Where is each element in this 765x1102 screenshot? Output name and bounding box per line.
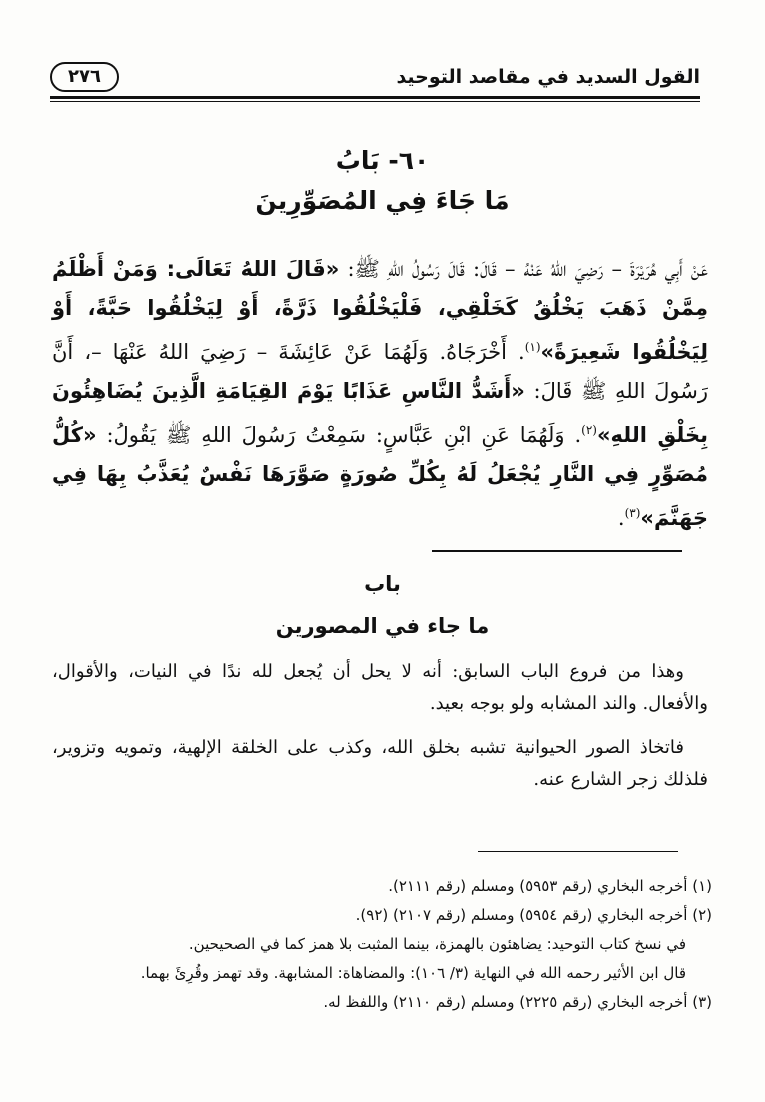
chapter-title: مَا جَاءَ فِي المُصَوِّرِينَ xyxy=(255,186,510,215)
footnote-2-note-a: في نسخ كتاب التوحيد: يضاهئون بالهمزة، بينما المثبت بلا همز كما في الصحيحين. xyxy=(188,935,686,953)
hadith-end: . xyxy=(617,506,625,530)
hadith-intro: عَنْ أَبِي هُرَيْرَةَ – رَضِيَ اللهُ عَنْهُ – قَالَ: قَالَ رَسُولُ اللهِ ﷺ: xyxy=(339,257,708,281)
footnote-rule xyxy=(478,851,678,852)
hadith-quote-3: «كُلُّ مُصَوِّرٍ فِي النَّارِ يُجْعَلُ لَهُ بِكُلِّ صُورَةٍ صَوَّرَهَا نَفْسٌ يُعَذَّبُ بِهَا فِي جَهَنَّمَ» xyxy=(52,423,708,530)
footnote-ref-1: (١) xyxy=(524,340,541,354)
hadith-quote-1: «قَالَ اللهُ تَعَالَى: وَمَنْ أَظْلَمُ مِمَّنْ ذَهَبَ يَخْلُقُ كَخَلْقِي، فَلْيَخْلُقُوا ذَرَّةً، أَوْ لِيَخْلُقُوا حَبَّةً، أَوْ لِيَخْلُقُوا شَعِيرَةً» xyxy=(52,257,708,364)
footnotes xyxy=(52,872,712,1017)
header-rule-thin xyxy=(50,101,700,102)
commentary-paragraph-1: وهذا من فروع الباب السابق: أنه لا يحل أن يُجعل لله ندًا في النيات، والأقوال، والأفعال. والند المشابه ولو بوجه بعيد. xyxy=(52,661,708,714)
section-label: باب xyxy=(364,572,401,596)
footnote-ref-3: (٣) xyxy=(624,506,641,520)
header-rule xyxy=(50,96,700,99)
footnote-1: (١) أخرجه البخاري (رقم ٥٩٥٣) ومسلم (رقم ٢١١١). xyxy=(388,877,712,895)
footnote-2-note-b: قال ابن الأثير رحمه الله في النهاية (٣/ ١٠٦): والمضاهاة: المشابهة. وقد تهمز وقُرِئَ بهما. xyxy=(140,964,686,982)
running-header xyxy=(50,58,700,96)
hadith-quote-2: «أَشَدُّ النَّاسِ عَذَابًا يَوْمَ القِيَامَةِ الَّذِينَ يُضَاهِئُونَ بِخَلْقِ اللهِ» xyxy=(52,379,708,447)
hadith-text xyxy=(52,250,708,538)
footnote-2: (٢) أخرجه البخاري (رقم ٥٩٥٤) ومسلم (رقم ٢١٠٧) (٩٢). xyxy=(355,906,712,924)
hadith-mid-1: . أَخْرَجَاهُ. وَلَهُمَا عَنْ عَائِشَةَ – رَضِيَ اللهُ عَنْهَا –، أَنَّ رَسُولَ اللهِ ﷺ قَالَ: xyxy=(52,340,708,403)
hadith-mid-2: . وَلَهُمَا عَنِ ابْنِ عَبَّاسٍ: سَمِعْتُ رَسُولَ اللهِ ﷺ يَقُولُ: xyxy=(96,423,582,447)
footnote-ref-2: (٢) xyxy=(581,423,597,437)
commentary xyxy=(52,656,708,808)
page-number: ٢٧٦ xyxy=(50,62,119,92)
section-divider xyxy=(432,550,682,552)
header-title: القول السديد في مقاصد التوحيد xyxy=(396,66,700,88)
section-title: ما جاء في المصورين xyxy=(275,614,490,638)
commentary-paragraph-2: فاتخاذ الصور الحيوانية تشبه بخلق الله، وكذب على الخلقة الإلهية، وتمويه وتزوير، فلذلك زجر الشارع عنه. xyxy=(52,737,708,790)
chapter-number: ٦٠- بَابُ xyxy=(335,146,430,175)
footnote-3: (٣) أخرجه البخاري (رقم ٢٢٢٥) ومسلم (رقم ٢١١٠) واللفظ له. xyxy=(323,993,712,1011)
